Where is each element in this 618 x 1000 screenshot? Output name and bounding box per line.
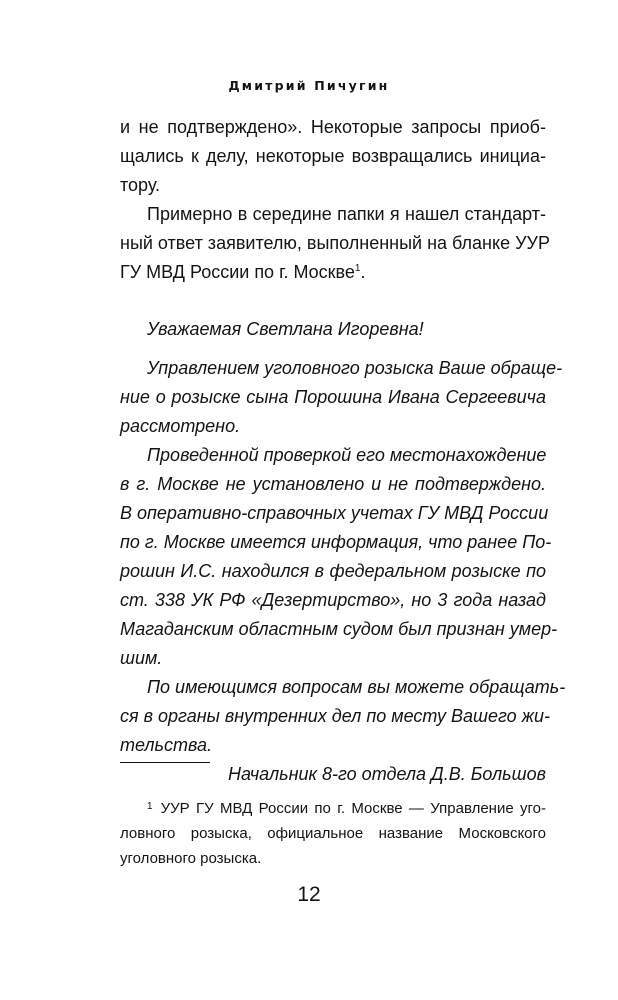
- footnote-divider: [120, 762, 210, 763]
- letter-line: Проведенной проверкой его местонахождение: [147, 445, 547, 465]
- footnote-mark: 1: [147, 801, 153, 812]
- narrative-line: тору.: [120, 175, 161, 195]
- letter-line: по г. Москве имеется информация, что ранее По-: [120, 532, 552, 552]
- letter-body: [120, 354, 566, 789]
- narrative-line: щались к делу, некоторые возвращались инициа-: [120, 146, 546, 166]
- letter-line: рошин И.С. находился в федеральном розыске по: [120, 561, 546, 581]
- letter-block: [120, 315, 546, 344]
- narrative-line: Примерно в середине папки я нашел стандарт-: [147, 204, 546, 224]
- running-header: Дмитрий Пичугин: [228, 78, 390, 93]
- letter-line: в г. Москве не установлено и не подтверждено.: [120, 474, 546, 494]
- letter-line: ст. 338 УК РФ «Дезертирство», но 3 года назад: [120, 590, 546, 610]
- footnote-line: уголовного розыска.: [120, 850, 262, 867]
- narrative-block: [120, 113, 550, 287]
- narrative-line: ный ответ заявителю, выполненный на бланке УУР: [120, 233, 550, 253]
- letter-line: тельства.: [120, 735, 213, 755]
- letter-line: рассмотрено.: [120, 416, 241, 436]
- letter-salutation: Уважаемая Светлана Игоревна!: [147, 319, 424, 339]
- page-number: 12: [297, 883, 321, 906]
- letter-line: Магаданским областным судом был признан умер-: [120, 619, 558, 639]
- footnote-line: ловного розыска, официальное название Московского: [120, 825, 546, 842]
- letter-line: ние о розыске сына Порошина Ивана Сергеевича: [120, 387, 546, 407]
- narrative-line-text: ГУ МВД России по г. Москве: [120, 262, 355, 282]
- letter-line: ся в органы внутренних дел по месту Вашего жи-: [120, 706, 551, 726]
- footnote-reference: 1: [354, 263, 361, 274]
- letter-line: Управлением уголовного розыска Ваше обраще-: [147, 358, 563, 378]
- narrative-line: и не подтверждено». Некоторые запросы приоб-: [120, 117, 546, 137]
- letter-signature: Начальник 8-го отдела Д.В. Большов: [228, 764, 546, 784]
- letter-line: По имеющимся вопросам вы можете обращать-: [147, 677, 566, 697]
- footnote-text: УУР ГУ МВД России по г. Москве — Управление уго-: [160, 800, 546, 817]
- letter-line: шим.: [120, 648, 163, 668]
- footnote: [120, 796, 546, 871]
- narrative-line: ГУ МВД России по г. Москве$^1$.: [120, 262, 366, 282]
- footnote-line: [120, 796, 546, 821]
- letter-line: В оперативно-справочных учетах ГУ МВД России: [120, 503, 549, 523]
